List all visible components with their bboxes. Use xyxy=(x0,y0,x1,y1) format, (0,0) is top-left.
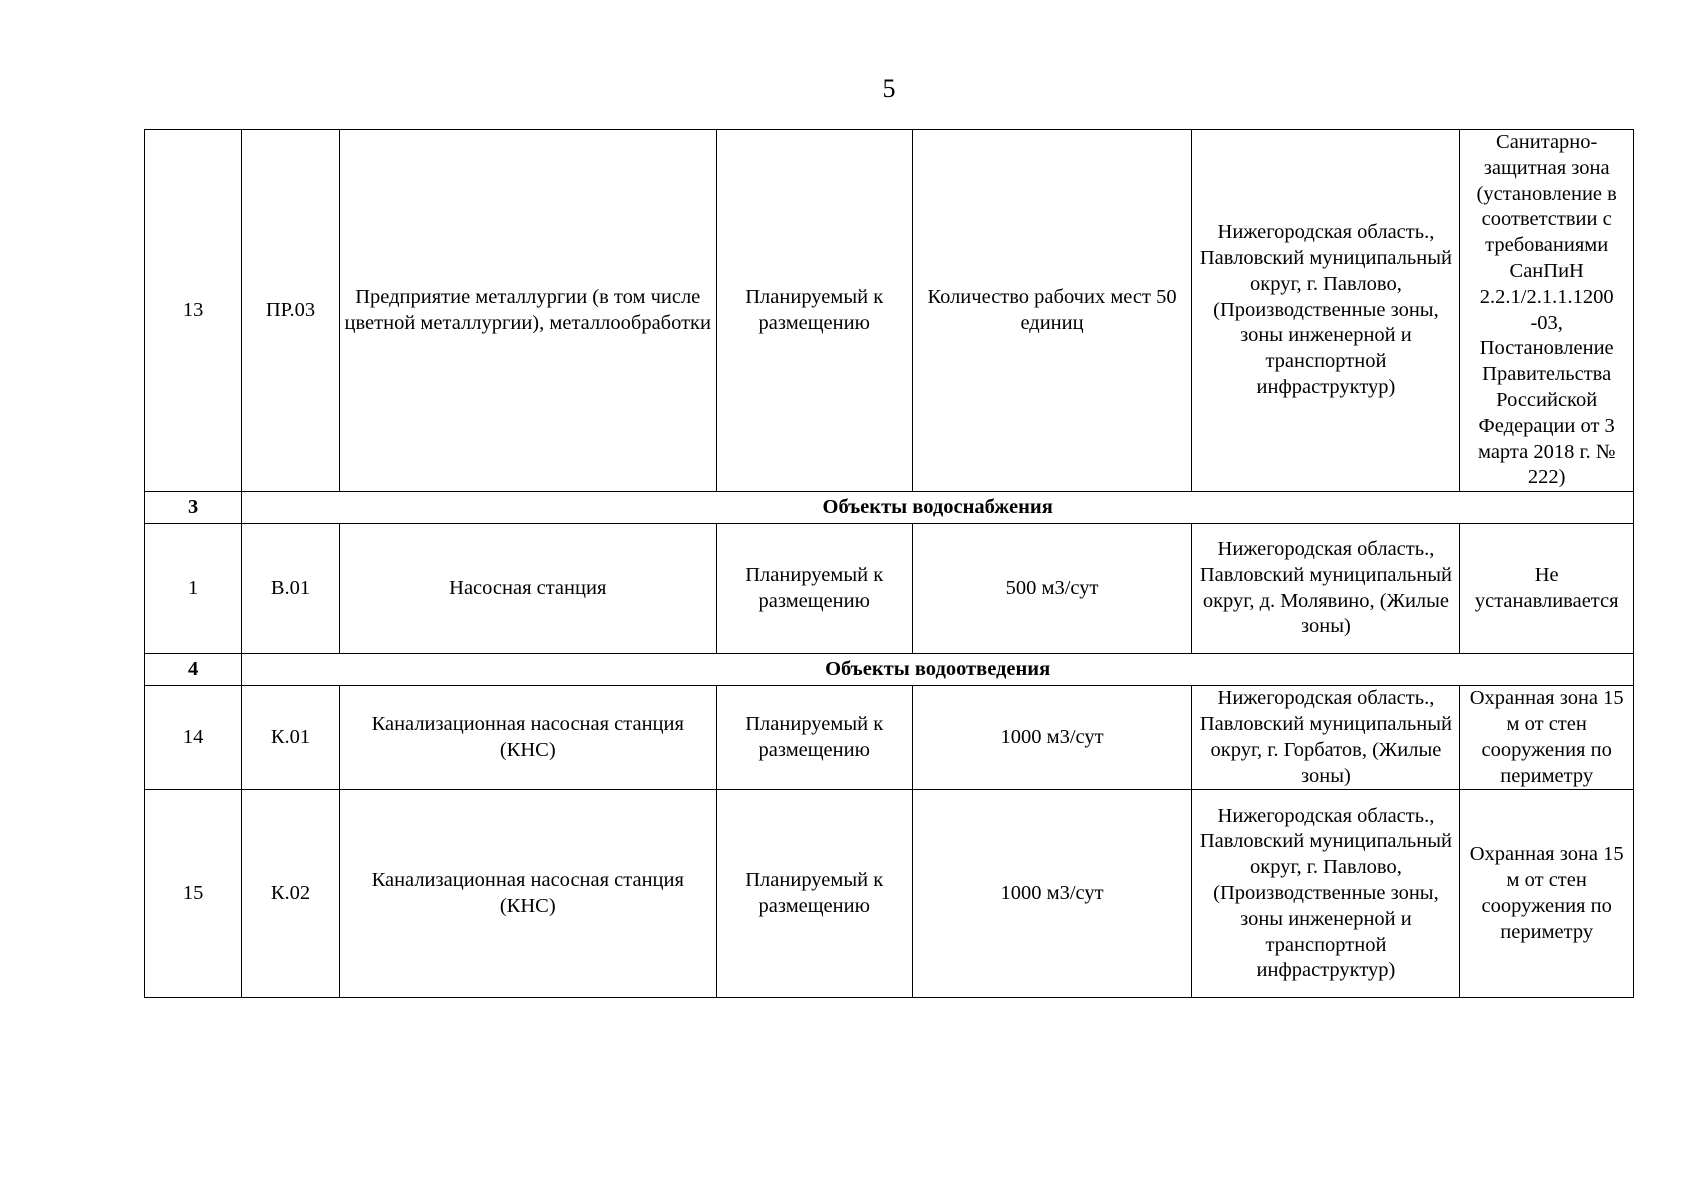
object-status: Планируемый к размещению xyxy=(716,686,912,790)
object-name: Канализационная насосная станция (КНС) xyxy=(339,790,716,998)
section-title: Объекты водоснабжения xyxy=(242,492,1634,524)
object-location: Нижегородская область., Павловский муниципальный округ, г. Горбатов, (Жилые зоны) xyxy=(1192,686,1460,790)
object-name: Предприятие металлургии (в том числе цветной металлургии), металлообработки xyxy=(339,130,716,492)
object-zone: Охранная зона 15 м от стен сооружения по периметру xyxy=(1460,686,1634,790)
row-number: 15 xyxy=(145,790,242,998)
table-row xyxy=(145,686,1634,790)
row-number: 14 xyxy=(145,686,242,790)
section-title: Объекты водоотведения xyxy=(242,654,1634,686)
object-code: ПР.03 xyxy=(242,130,339,492)
object-capacity: 1000 м3/сут xyxy=(912,686,1192,790)
table-row xyxy=(145,130,1634,492)
object-code: К.01 xyxy=(242,686,339,790)
section-number: 4 xyxy=(145,654,242,686)
page-number: 5 xyxy=(882,74,896,103)
object-name: Насосная станция xyxy=(339,524,716,654)
planned-objects-table xyxy=(144,129,1634,998)
row-number: 13 xyxy=(145,130,242,492)
object-zone: Не устанавливается xyxy=(1460,524,1634,654)
object-location: Нижегородская область., Павловский муниципальный округ, г. Павлово, (Производственные зоны, зоны инженерной и транспортной инфраструктур) xyxy=(1192,790,1460,998)
object-status: Планируемый к размещению xyxy=(716,790,912,998)
object-zone: Охранная зона 15 м от стен сооружения по периметру xyxy=(1460,790,1634,998)
object-name: Канализационная насосная станция (КНС) xyxy=(339,686,716,790)
object-code: К.02 xyxy=(242,790,339,998)
object-location: Нижегородская область., Павловский муниципальный округ, д. Молявино, (Жилые зоны) xyxy=(1192,524,1460,654)
section-row xyxy=(145,492,1634,524)
row-number: 1 xyxy=(145,524,242,654)
section-row xyxy=(145,654,1634,686)
table-row xyxy=(145,524,1634,654)
object-code: В.01 xyxy=(242,524,339,654)
object-capacity: 1000 м3/сут xyxy=(912,790,1192,998)
section-number: 3 xyxy=(145,492,242,524)
table-row xyxy=(145,790,1634,998)
object-status: Планируемый к размещению xyxy=(716,130,912,492)
object-zone: Санитарно-защитная зона (установление в соответствии с требованиями СанПиН 2.2.1/2.1.1.1200 -03, Постановление Правительства Российской Федерации от 3 марта 2018 г. № 222) xyxy=(1460,130,1634,492)
object-capacity: 500 м3/сут xyxy=(912,524,1192,654)
object-capacity: Количество рабочих мест 50 единиц xyxy=(912,130,1192,492)
object-status: Планируемый к размещению xyxy=(716,524,912,654)
object-location: Нижегородская область., Павловский муниципальный округ, г. Павлово, (Производственные зоны, зоны инженерной и транспортной инфраструктур) xyxy=(1192,130,1460,492)
